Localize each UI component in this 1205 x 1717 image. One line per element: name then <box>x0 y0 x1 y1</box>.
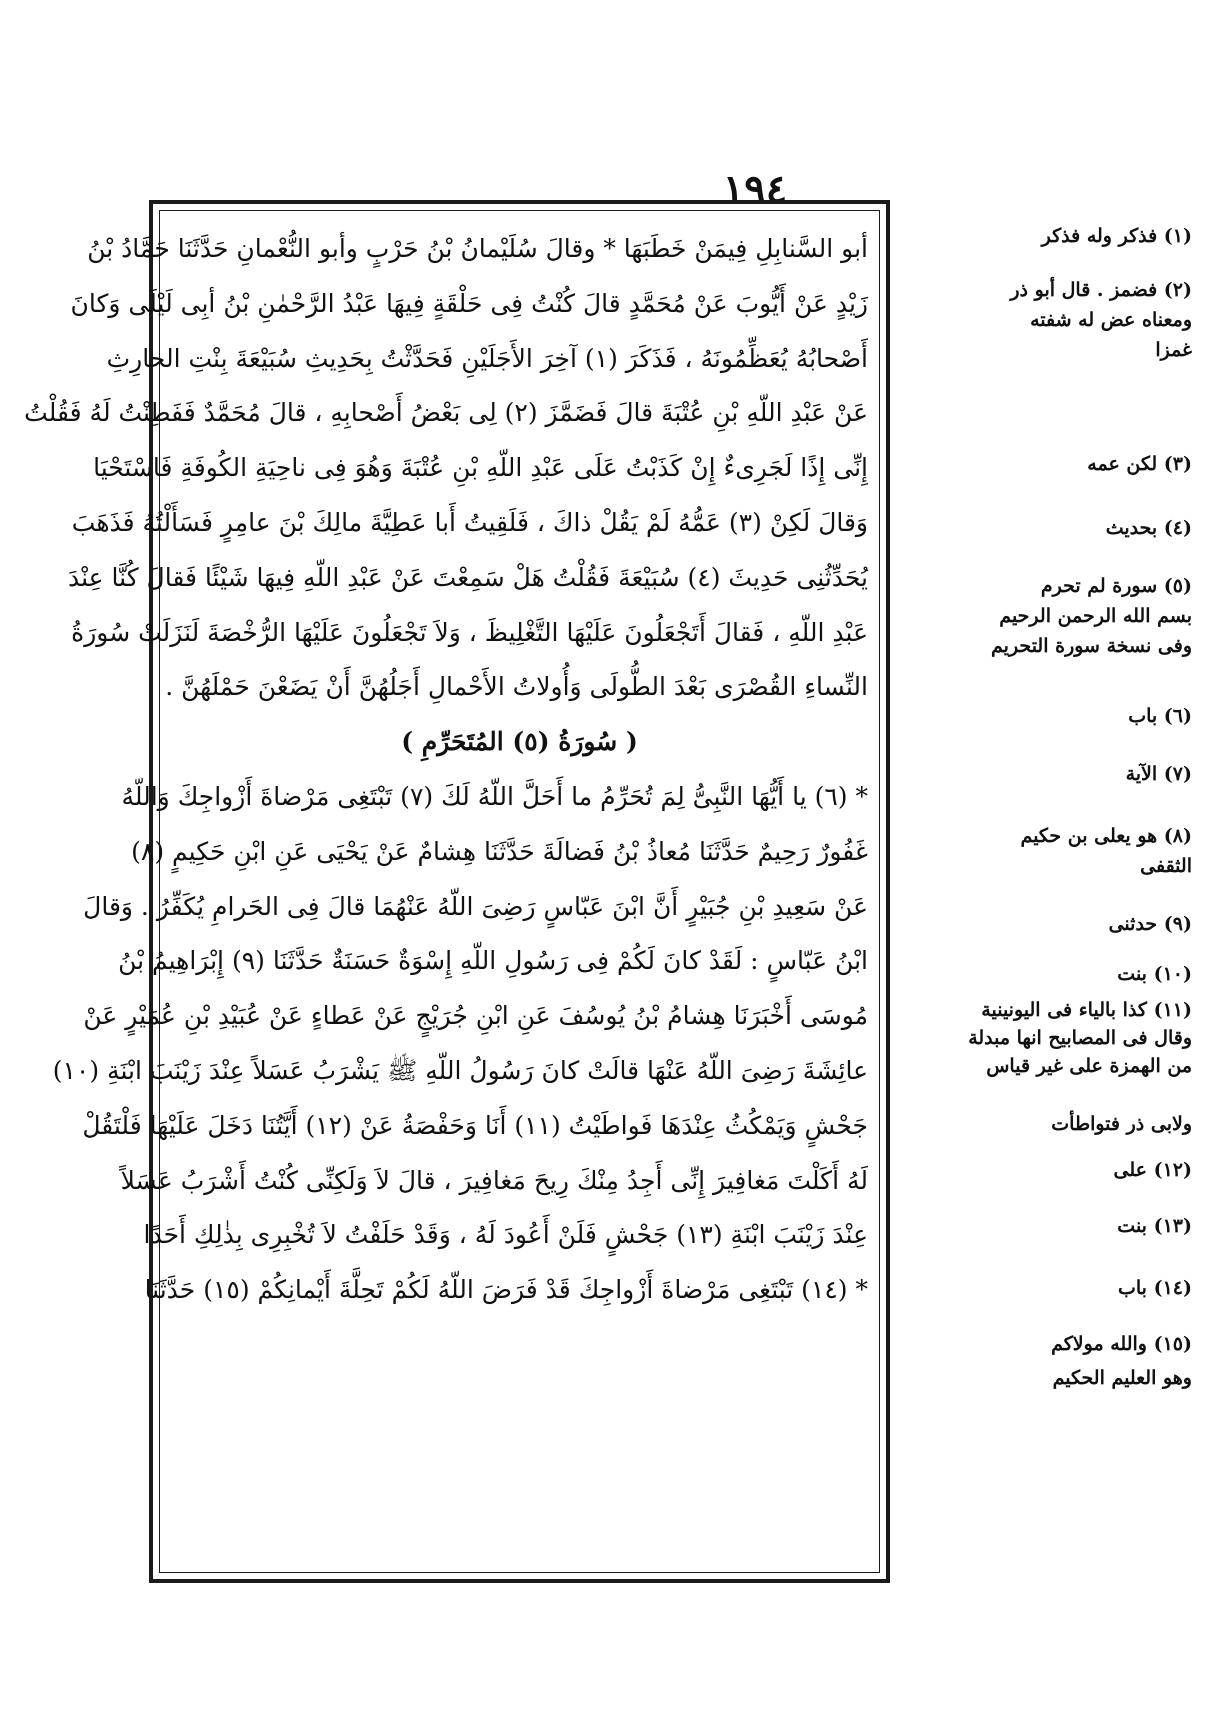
margin-note: (١٢) على <box>1113 1159 1192 1181</box>
margin-note: من الهمزة على غير قياس <box>986 1055 1192 1077</box>
margin-note: الثقفى <box>1140 855 1192 877</box>
margin-note: وقال فى المصابيح انها مبدلة <box>968 1027 1192 1049</box>
margin-note: (٧) الآية <box>1125 763 1192 785</box>
margin-note: (٨) هو يعلى بن حكيم <box>1020 825 1192 847</box>
text-line: أَصْحابُهُ يُعَظِّمُونَهُ ، فَذَكَرَ (١) آخِرَ الأَجَلَيْنِ فَحَدَّثْتُ بِحَدِيثِ سُبَيْعَةَ بِنْتِ الحارِثِ <box>106 343 868 373</box>
text-line: مُوسَى أَخْبَرَنَا هِشامُ بْنُ يُوسُفَ عَنِ ابْنِ جُرَيْجٍ عَنْ عَطاءٍ عَنْ عُبَيْدِ بْنِ عُمَيْرٍ عَنْ <box>83 1001 868 1031</box>
chapter-heading: ( سُورَةُ (٥) المُتَحَرِّمِ ) <box>401 727 638 757</box>
text-line: غَفُورٌ رَحِيمٌ حَدَّثَنَا مُعاذُ بْنُ فَضالَةَ حَدَّثَنَا هِشامٌ عَنْ يَحْيَى عَنِ ابْنِ حَكِيمٍ (٨) <box>131 836 868 866</box>
margin-note: (١٣) بنت <box>1117 1215 1192 1237</box>
margin-note: (٥) سورة لم تحرم <box>1040 575 1192 597</box>
text-line: إِنِّى إِذًا لَجَرِىءٌ إِنْ كَذَبْتُ عَلَى عَبْدِ اللّهِ بْنِ عُتْبَةَ وَهُوَ فِى ناحِيَةِ الكُوفَةِ فَاسْتَحْيَا <box>93 453 868 483</box>
margin-note: ومعناه عض له شفته <box>1030 309 1192 331</box>
margin-note: (٤) بحديث <box>1105 517 1192 539</box>
text-line: عِنْدَ زَيْنَبَ ابْنَةِ (١٣) جَحْشٍ فَلَنْ أَعُودَ لَهُ ، وَقَدْ حَلَفْتُ لاَ تُخْبِرِى بِذٰلِكِ أَحَدًا <box>143 1220 868 1250</box>
margin-note: ولابى ذر فتواطأت <box>1051 1113 1192 1135</box>
margin-note: (٩) حدثنى <box>1108 913 1192 935</box>
margin-note: (١) فذكر وله فذكر <box>1041 225 1192 247</box>
text-line: أبو السَّنابِلِ فِيمَنْ خَطَبَهَا * وقالَ سُلَيْمانُ بْنُ حَرْبٍ وأبو النُّعْمانِ حَدَّثَنَا حَمَّادُ بْنُ <box>87 234 868 263</box>
text-line: عَبْدِ اللّهِ ، فَقالَ أَتَجْعَلُونَ عَلَيْهَا التَّغْلِيظَ ، وَلاَ تَجْعَلُونَ عَلَيْهَا الرُّخْصَةَ لَنَزَلَتْ سُورَةُ <box>71 617 868 647</box>
margin-note: (١٤) باب <box>1118 1277 1192 1299</box>
margin-note: غمزا <box>1155 339 1192 361</box>
main-text-block <box>24 222 868 1318</box>
text-line: وَقالَ لَكِنْ (٣) عَمُّهُ لَمْ يَقُلْ ذاكَ ، فَلَقِيتُ أَبا عَطِيَّةَ مالِكَ بْنَ عامِرٍ فَسَأَلْتُهُ فَذَهَبَ <box>71 507 868 537</box>
margin-note: (١١) كذا بالياء فى اليونينية <box>981 999 1192 1021</box>
text-line: يُحَدِّثُنِى حَدِيثَ (٤) سُبَيْعَةَ فَقُلْتُ هَلْ سَمِعْتَ عَنْ عَبْدِ اللّهِ فِيهَا شَيْئًا فَقالَ كُنَّا عِنْدَ <box>68 562 868 592</box>
text-line: جَحْشٍ وَيَمْكُثُ عِنْدَهَا فَواطَيْتُ (١١) أَنَا وَحَفْصَةُ عَنْ (١٢) أَيَّتُنَا دَخَلَ عَلَيْهَا فَلْتَقُلْ <box>82 1110 868 1140</box>
text-line: * (١٤) تَبْتَغِى مَرْضاةَ أَزْواجِكَ قَدْ فَرَضَ اللّهُ لَكُمْ تَحِلَّةَ أَيْمانِكُمْ (١٥) حَدَّثَنَا <box>144 1275 868 1305</box>
margin-note: (١٠) بنت <box>1117 963 1192 985</box>
margin-note: (٣) لكن عمه <box>1087 453 1192 475</box>
margin-note: (٦) باب <box>1128 705 1192 727</box>
text-line: النِّساءِ القُصْرَى بَعْدَ الطُّولَى وَأُولاتُ الأَحْمالِ أَجَلُهُنَّ أَنْ يَضَعْنَ حَمْلَهُنَّ . <box>165 672 868 702</box>
margin-note: (٢) فضمز . قال أبو ذر <box>1010 279 1192 301</box>
margin-note: بسم الله الرحمن الرحيم <box>999 605 1192 627</box>
text-line: عَنْ سَعِيدِ بْنِ جُبَيْرٍ أَنَّ ابْنَ عَبّاسٍ رَضِىَ اللّهُ عَنْهُمَا قالَ فِى الحَرامِ يُكَفِّرُ . وَقالَ <box>83 891 868 921</box>
page-number: ١٩٤ <box>722 166 788 213</box>
margin-note: (١٥) والله مولاكم <box>1051 1333 1192 1355</box>
text-line: زَيْدٍ عَنْ أَيُّوبَ عَنْ مُحَمَّدٍ قالَ كُنْتُ فِى حَلْقَةٍ فِيهَا عَبْدُ الرَّحْمٰنِ بْنُ أبِى لَيْلَى وَكانَ <box>70 288 868 318</box>
text-line: ابْنُ عَبّاسٍ : لَقَدْ كانَ لَكُمْ فِى رَسُولِ اللّهِ إِسْوَةٌ حَسَنَةٌ حَدَّثَنَا (٩) إِبْرَاهِيمُ بْنُ <box>118 946 868 976</box>
margin-note: وهو العليم الحكيم <box>1052 1367 1192 1389</box>
text-line: لَهُ أَكَلْتَ مَغافِيرَ إِنِّى أَجِدُ مِنْكَ رِيحَ مَغافِيرَ ، قالَ لاَ وَلَكِنِّى كُنْتُ أَشْرَبُ عَسَلاً <box>120 1165 868 1195</box>
margin-note: وفى نسخة سورة التحريم <box>991 635 1192 657</box>
text-line: عائِشَةَ رَضِىَ اللّهُ عَنْهَا قالَتْ كانَ رَسُولُ اللّهِ ﷺ يَشْرَبُ عَسَلاً عِنْدَ زَيْنَبَ ابْنَةِ (١٠) <box>52 1055 868 1085</box>
text-line: عَنْ عَبْدِ اللّهِ بْنِ عُتْبَةَ قالَ فَضَمَّزَ (٢) لِى بَعْضُ أَصْحابِهِ ، قالَ مُحَمَّدٌ فَفَطِنْتُ لَهُ فَقُلْتُ <box>24 398 868 428</box>
text-line: * (٦) يا أَيُّهَا النَّبِىُّ لِمَ تُحَرِّمُ ما أَحَلَّ اللّهُ لَكَ (٧) تَبْتَغِى مَرْضاةَ أَزْواجِكَ وَاللّهُ <box>121 781 868 811</box>
